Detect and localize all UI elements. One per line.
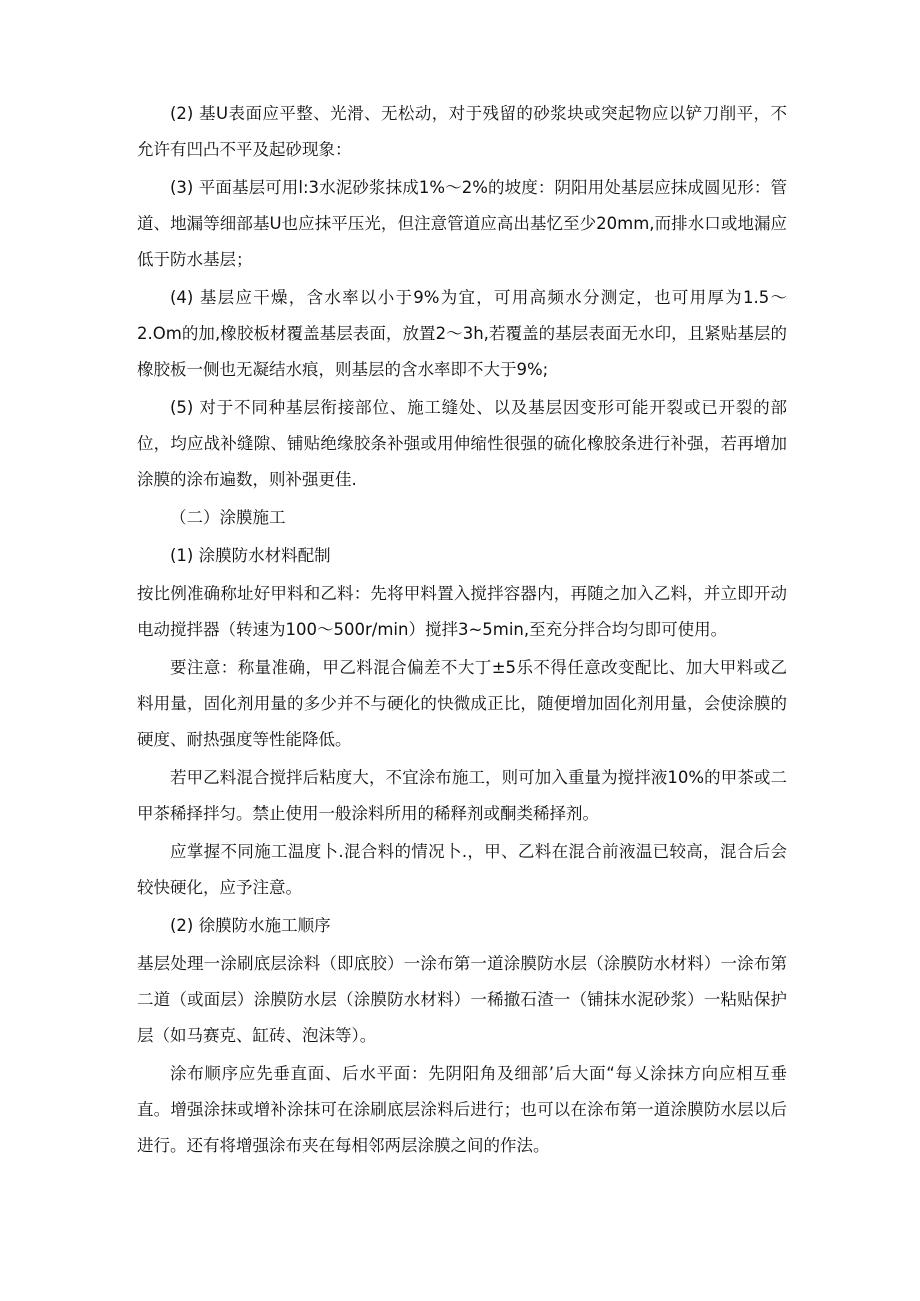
paragraph-moisture: (4) 基层应干燥，含水率以小于9%为宜，可用高频水分测定，也可用厚为1.5〜2.Om的加,橡胶板材覆盖基层表面，放置2〜3h,若覆盖的基层表面无水印，且紧贴基层的橡胶板一侧也无凝结水痕，则基层的含水率即不大于9%; xyxy=(137,288,787,379)
paragraph-coating-order: 涂布顺序应先垂直面、后水平面：先阴阳角及细部’后大面“每乂涂抹方向应相互垂直。增强涂抹或增补涂抹可在涂刷底层涂料后进行；也可以在涂布第一道涂膜防水层以后进行。还有将增强涂布夹在每相邻两层涂膜之间的作法。 xyxy=(137,1064,787,1155)
paragraph-temperature: 应掌握不同施工温度卜.混合料的情况卜.，甲、乙料在混合前液温已较高，混合后会较快硬化，应予注意。 xyxy=(137,842,787,897)
paragraph-base-surface: (2) 基U表面应平整、光滑、无松动，对于残留的砂浆块或突起物应以铲刀削平，不允许有凹凸不平及起砂现象： xyxy=(137,104,787,159)
subheading-material-prep: (1) 涂膜防水材料配制 xyxy=(170,546,331,565)
section-heading-coating: （二）涂膜施工 xyxy=(170,508,286,527)
document-page xyxy=(137,96,787,1166)
paragraph-process-steps: 基层处理一涂刷底层涂料（即底胶）一涂布第一道涂膜防水层（涂膜防水材料）一涂布第二道（或面层）涂膜防水层（涂膜防水材料）一稀撤石渣一（铺抹水泥砂浆）一粘贴保护层（如马赛克、缸砖、泡沫等）。 xyxy=(137,954,787,1045)
paragraph-viscosity: 若甲乙料混合搅拌后粘度大，不宜涂布施工，则可加入重量为搅拌液10%的甲茶或二甲茶稀择拌匀。禁止使用一般涂料所用的稀释剂或酮类稀择剂。 xyxy=(137,768,787,823)
paragraph-reinforcement: (5) 对于不同种基层衔接部位、施工缝处、以及基层因变形可能开裂或已开裂的部位，均应战补缝隙、铺贴绝缘胶条补强或用伸缩性很强的硫化橡胶条进行补强，若再增加涂膜的涂布遍数，则补强更佳. xyxy=(137,398,787,489)
paragraph-attention: 要注意：称量准确，甲乙料混合偏差不大丁±5乐不得任意改变配比、加大甲料或乙料用量，固化剂用量的多少并不与硬化的快微成正比，随便增加固化剂用量，会使涂膜的硬度、耐热强度等性能降低。 xyxy=(137,658,787,749)
subheading-construction-order: (2) 徐膜防水施工顺序 xyxy=(170,916,331,935)
paragraph-slope: (3) 平面基层可用l:3水泥砂浆抹成1%〜2%的坡度：阴阳用处基层应抹成圆见形：管道、地漏等细部基U也应抹平压光，但注意管道应高出基忆至少20mm,而排水口或地漏应低于防水基层； xyxy=(137,178,787,269)
paragraph-mixing: 按比例准确称址好甲料和乙料：先将甲料置入搅拌容器内，再随之加入乙料，并立即开动电动搅拌器（转速为100〜500r/min）搅拌3~5min,至充分拌合均匀即可使用。 xyxy=(137,584,787,639)
